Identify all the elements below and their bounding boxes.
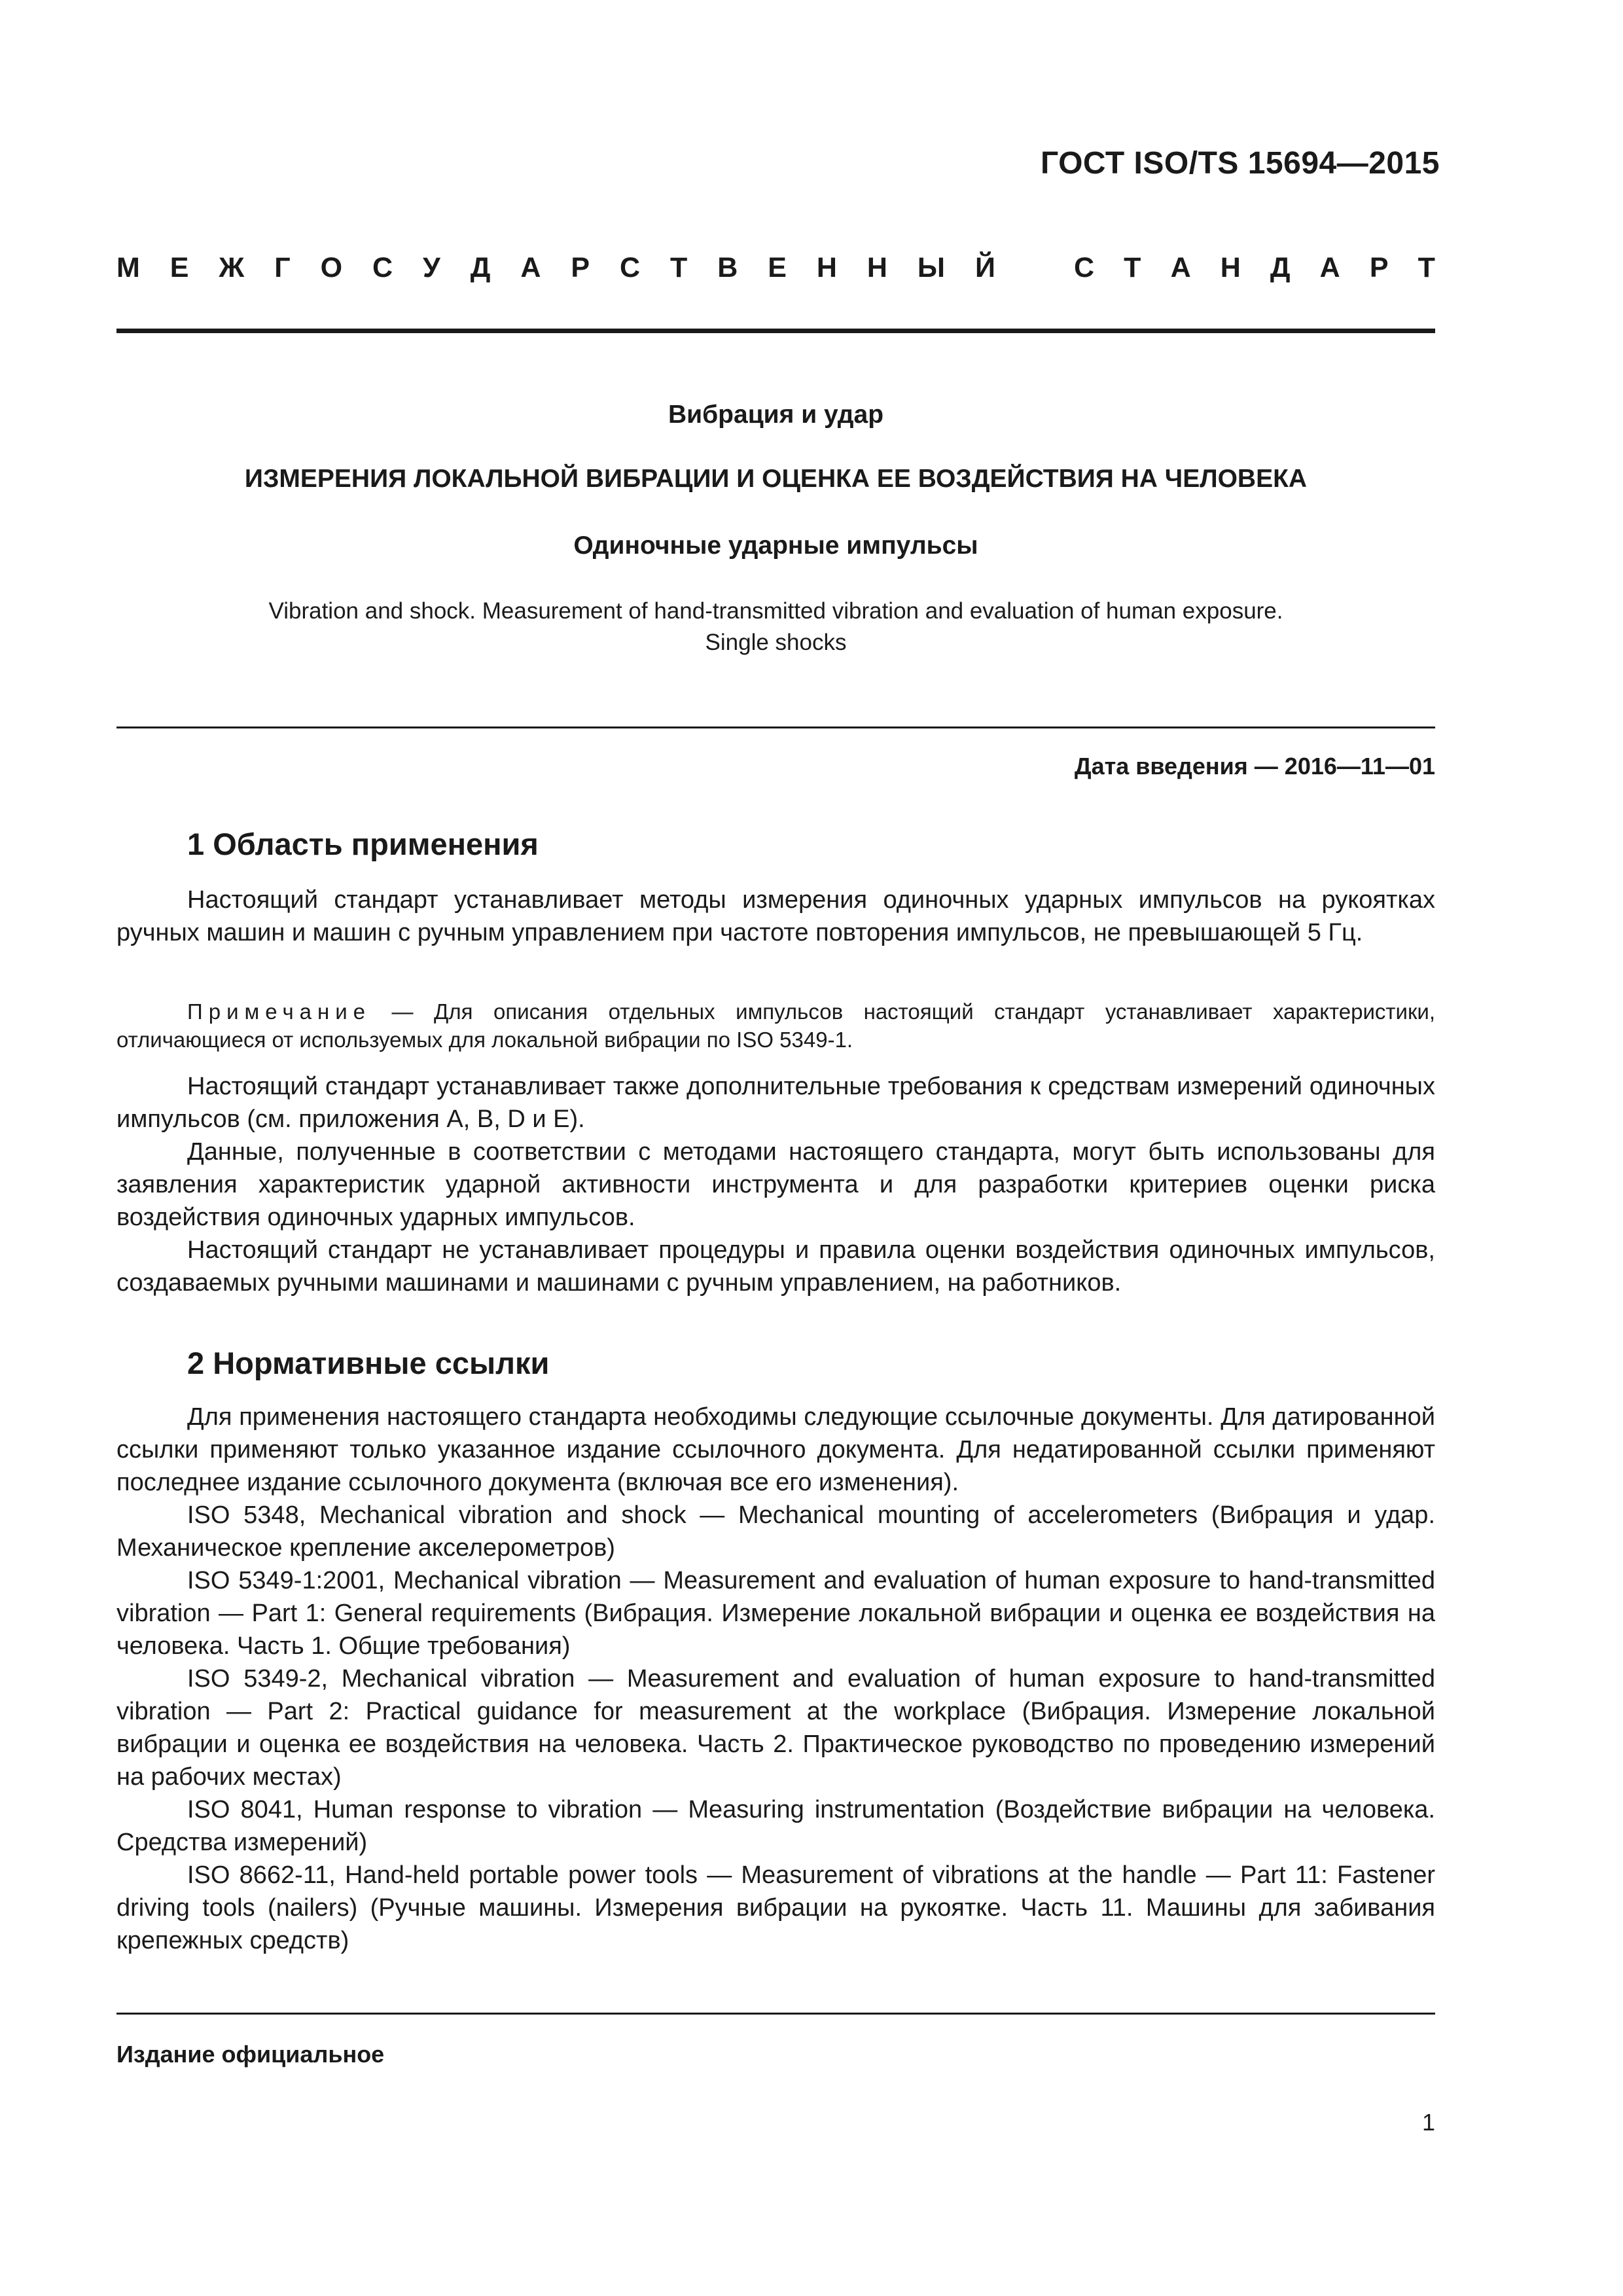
title-letter: Н [1220,252,1241,283]
paragraph: Данные, полученные в соответствии с методами настоящего стандарта, могут быть использованы для заявления характеристик ударной активности инструмента и для разработки критериев оценки риска воздействия одиночных ударных импульсов. [116,1138,1435,1231]
title-letter: Ж [219,252,245,283]
title-letter: Д [470,252,491,283]
section-1-body [116,1070,1435,1299]
title-letter: С [1074,252,1095,283]
title-letter: Й [974,252,995,283]
note-label: Примечание [187,999,372,1024]
section-1-para-1 [116,884,1435,949]
reference-item: ISO 5349-1:2001, Mechanical vibration — Measurement and evaluation of human exposure to hand-transmitted vibration — Part 1: General requirements (Вибрация. Измерение локальной вибрации и оценка ее воздействия на человека. Часть 1. Общие требования) [116,1567,1435,1660]
reference-item: ISO 5348, Mechanical vibration and shock — Mechanical mounting of accelerometers (Вибрация и удар. Механическое крепление акселерометров) [116,1501,1435,1562]
title-letter: Е [169,252,189,283]
title-letter: А [1319,252,1340,283]
title-letter: Е [768,252,787,283]
title-rule [116,726,1435,728]
title-letter: С [619,252,641,283]
paragraph: Настоящий стандарт устанавливает также дополнительные требования к средствам измерений одиночных импульсов (см. приложения A, B, D и E). [116,1073,1435,1133]
english-title-line-2: Single shocks [705,630,847,655]
title-letter: Т [1418,252,1435,283]
section-1-note [116,997,1435,1054]
title-letter: Д [1270,252,1291,283]
reference-item: ISO 8662-11, Hand-held portable power tools — Measurement of vibrations at the handle — Part 11: Fastener driving tools (nailers) (Ручные машины. Измерения вибрации на рукоятке. Часть 11. Машины для забивания крепежных средств) [116,1861,1435,1954]
edition-label: Издание официальное [116,2041,385,2068]
document-number: ГОСТ ISO/TS 15694—2015 [1041,146,1440,181]
standard-type-word-1 [116,252,995,284]
title-letter: С [372,252,393,283]
page-number: 1 [1421,2109,1435,2136]
title-letter: О [320,252,343,283]
english-title-line-1: Vibration and shock. Measurement of hand-transmitted vibration and evaluation of human exposure. [268,598,1283,624]
title-line-2: ИЗМЕРЕНИЯ ЛОКАЛЬНОЙ ВИБРАЦИИ И ОЦЕНКА ЕЕ ВОЗДЕЙСТВИЯ НА ЧЕЛОВЕКА [244,465,1308,493]
standard-type-word-2 [1074,252,1435,284]
title-letter: Г [274,252,291,283]
title-letter: Т [669,252,688,283]
paragraph: Настоящий стандарт устанавливает методы измерения одиночных ударных импульсов на рукоятках ручных машин и машин с ручным управлением при частоте повторения импульсов, не превышающей 5 Гц. [116,886,1435,946]
section-1-heading: 1 Область применения [187,827,539,861]
section-2-heading: 2 Нормативные ссылки [187,1346,550,1380]
title-letter: Т [1124,252,1141,283]
title-letter: Н [816,252,837,283]
title-letter: Ы [917,252,946,283]
title-line-3: Одиночные ударные импульсы [573,531,978,560]
section-2-body [116,1401,1435,1957]
paragraph: Настоящий стандарт не устанавливает процедуры и правила оценки воздействия одиночных импульсов, создаваемых ручными машинами и машинами с ручным управлением, на работников. [116,1236,1435,1297]
title-letter: У [423,252,440,283]
footer-rule [116,2013,1435,2015]
english-title [116,596,1435,658]
paragraph: Для применения настоящего стандарта необходимы следующие ссылочные документы. Для датированной ссылки применяют только указанное издание ссылочного документа. Для недатированной ссылки применяют последнее издание ссылочного документа (включая все его изменения). [116,1403,1435,1496]
title-letter: М [116,252,140,283]
title-line-1: Вибрация и удар [668,401,884,429]
standard-type-title [116,252,1435,284]
intro-date: Дата введения — 2016—11—01 [1074,753,1435,780]
reference-item: ISO 8041, Human response to vibration — Measuring instrumentation (Воздействие вибрации на человека. Средства измерений) [116,1796,1435,1856]
title-letter: Р [1369,252,1389,283]
reference-item: ISO 5349-2, Mechanical vibration — Measurement and evaluation of human exposure to hand-transmitted vibration — Part 2: Practical guidance for measurement at the workplace (Вибрация. Измерение локальной вибрации и оценка ее воздействия на человека. Часть 2. Практическое руководство по проведению измерений на рабочих местах) [116,1665,1435,1791]
title-letter: А [520,252,541,283]
title-letter: Н [866,252,887,283]
title-letter: А [1170,252,1191,283]
note-text: — Для описания отдельных импульсов настоящий стандарт устанавливает характеристики, отличающиеся от используемых для локальной вибрации по ISO 5349-1. [116,999,1435,1052]
title-letter: Р [571,252,590,283]
header-rule [116,329,1435,333]
title-letter: В [717,252,738,283]
